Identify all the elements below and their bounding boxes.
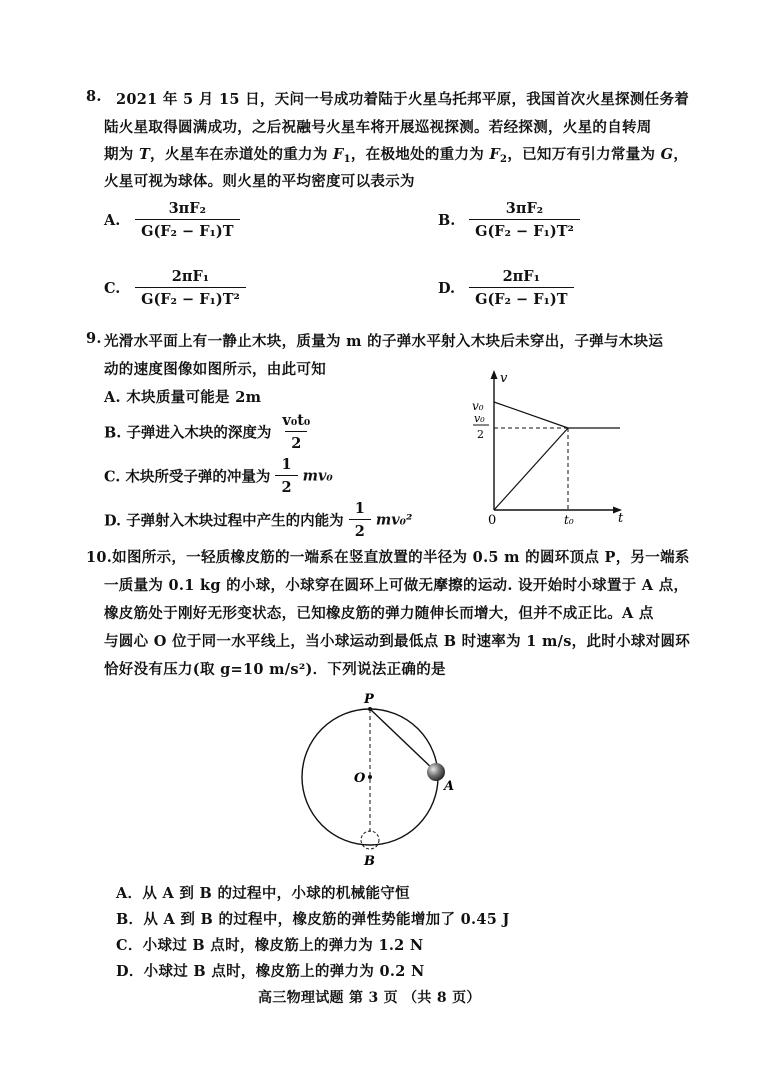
q8-option-d-num: 2πF₁ — [502, 268, 540, 285]
q10-line5: 恰好没有压力(取 g=10 m/s²)．下列说法正确的是 — [104, 661, 446, 678]
q9-line2: 动的速度图像如图所示，由此可知 — [104, 361, 326, 378]
q9-option-c-den: 2 — [275, 475, 297, 496]
q8-line1: 2021 年 5 月 15 日，天问一号成功着陆于火星乌托邦平原，我国首次火星探测任务着 — [116, 91, 690, 108]
q9-option-b-num: v₀t₀ — [282, 412, 311, 429]
q8-line3a: 期为 — [104, 146, 139, 163]
q10-line2: 一质量为 0.1 kg 的小球，小球穿在圆环上可做无摩擦的运动. 设开始时小球置于 A 点， — [104, 577, 689, 594]
q9-option-c-fraction — [275, 456, 297, 496]
page-footer: 高三物理试题 第 3 页 （共 8 页） — [258, 990, 481, 1006]
q9-option-d-den: 2 — [349, 519, 371, 540]
q9-option-b-fraction — [276, 412, 316, 452]
q9-option-c-text: C. 木块所受子弹的冲量为 — [104, 468, 271, 486]
q9-option-a: A. 木块质量可能是 2m — [104, 389, 262, 406]
q8-number: 8. — [86, 88, 102, 105]
q8-option-a — [104, 200, 240, 240]
q10-line3: 橡皮筋处于刚好无形变状态，已知橡皮筋的弹力随伸长而增大，但并不成正比。A 点 — [104, 605, 654, 622]
q8-line2: 陆火星取得圆满成功，之后祝融号火星车将开展巡视探测。若经探测，火星的自转周 — [104, 119, 652, 136]
q9-option-c-num: 1 — [281, 456, 292, 473]
q8-option-b-num: 3πF₂ — [505, 200, 544, 217]
q8-option-d-den: G(F₂ − F₁)T — [469, 287, 573, 308]
q8-option-b-den: G(F₂ − F₁)T² — [469, 219, 580, 240]
q9-option-b-den: 2 — [285, 431, 307, 452]
q10-line1-text: 如图所示，一轻质橡皮筋的一端系在竖直放置的半径为 0.5 m 的圆环顶点 P，另一端系 — [112, 549, 690, 566]
graph-v0-half-num: v₀ — [474, 412, 485, 425]
q9-line1: 光滑水平面上有一静止木块，质量为 m 的子弹水平射入木块后未穿出，子弹与木块运 — [104, 333, 664, 350]
q9-option-b — [104, 412, 316, 452]
q9-option-c — [104, 456, 333, 496]
label-a: A — [444, 779, 455, 794]
q10-line4: 与圆心 O 位于同一水平线上，当小球运动到最低点 B 时速率为 1 m/s，此时小球对圆环 — [104, 633, 691, 650]
q10-option-d: D．小球过 B 点时，橡皮筋上的弹力为 0.2 N — [116, 963, 425, 980]
label-b: B — [364, 854, 375, 869]
q9-vt-graph — [470, 368, 630, 528]
ball-at-a — [427, 763, 445, 781]
q9-option-d-text: D. 子弹射入木块过程中产生的内能为 — [104, 512, 344, 530]
q8-option-a-fraction — [135, 200, 239, 240]
graph-y-label: v — [500, 371, 508, 386]
q8-option-b-fraction — [469, 200, 580, 240]
graph-t0-label: t₀ — [564, 513, 574, 527]
q8-line3c: ，在极地处的重力为 — [350, 146, 490, 163]
q10-option-b: B．从 A 到 B 的过程中，橡皮筋的弹性势能增加了 0.45 J — [116, 911, 510, 928]
q10-option-c: C．小球过 B 点时，橡皮筋上的弹力为 1.2 N — [116, 937, 424, 954]
q9-number: 9. — [86, 330, 102, 347]
q8-option-d-fraction — [469, 268, 573, 308]
q8-option-a-label: A. — [104, 211, 121, 229]
q8-T: T — [138, 146, 151, 163]
q8-option-c — [104, 268, 246, 308]
point-p — [368, 707, 372, 711]
q8-G: G — [660, 146, 674, 163]
graph-x-label: t — [618, 511, 624, 526]
q8-option-d — [438, 268, 574, 308]
q9-option-b-text: B. 子弹进入木块的深度为 — [104, 424, 272, 442]
q10-ring-diagram — [290, 690, 470, 870]
q8-line3: 期为 T，火星车在赤道处的重力为 $F_1$，在极地处的重力为 $F_2$，已知万有引力常量为 G， — [104, 146, 689, 165]
q8-option-d-label: D. — [438, 279, 456, 297]
q8-option-c-label: C. — [104, 279, 121, 297]
center-o — [368, 775, 372, 779]
label-o: O — [354, 771, 366, 786]
graph-origin: 0 — [488, 513, 497, 528]
q8-option-b — [438, 200, 580, 240]
ball-ghost-b — [361, 831, 379, 849]
q8-option-c-num: 2πF₁ — [171, 268, 210, 285]
q10-line1 — [86, 546, 690, 567]
graph-v0-half-den: 2 — [477, 428, 484, 441]
q8-option-b-label: B. — [438, 211, 456, 229]
q9-option-c-tail: mv₀ — [302, 467, 333, 485]
q8-line4: 火星可视为球体。则火星的平均密度可以表示为 — [104, 173, 415, 190]
q9-option-d-fraction — [349, 500, 371, 540]
q8-option-c-fraction — [135, 268, 246, 308]
graph-y-arrow — [491, 370, 498, 379]
q10-number: 10. — [86, 549, 113, 566]
q8-option-a-den: G(F₂ − F₁)T — [135, 219, 239, 240]
graph-bullet-line — [494, 402, 568, 428]
q10-option-a: A．从 A 到 B 的过程中，小球的机械能守恒 — [116, 885, 410, 902]
q8-line3d: ，已知万有引力常量为 — [507, 146, 661, 163]
q8-line3e: ， — [673, 146, 689, 163]
q9-option-d-num: 1 — [354, 500, 365, 517]
q9-option-d-tail: mv₀² — [375, 511, 413, 529]
q8-option-a-num: 3πF₂ — [168, 200, 206, 217]
q9-option-d — [104, 500, 412, 540]
rubber-band — [370, 709, 436, 772]
q8-option-c-den: G(F₂ − F₁)T² — [135, 287, 246, 308]
graph-v0-label: v₀ — [472, 399, 484, 413]
graph-block-line — [494, 428, 568, 510]
label-p: P — [364, 692, 374, 707]
q8-line3b: ，火星车在赤道处的重力为 — [150, 146, 333, 163]
